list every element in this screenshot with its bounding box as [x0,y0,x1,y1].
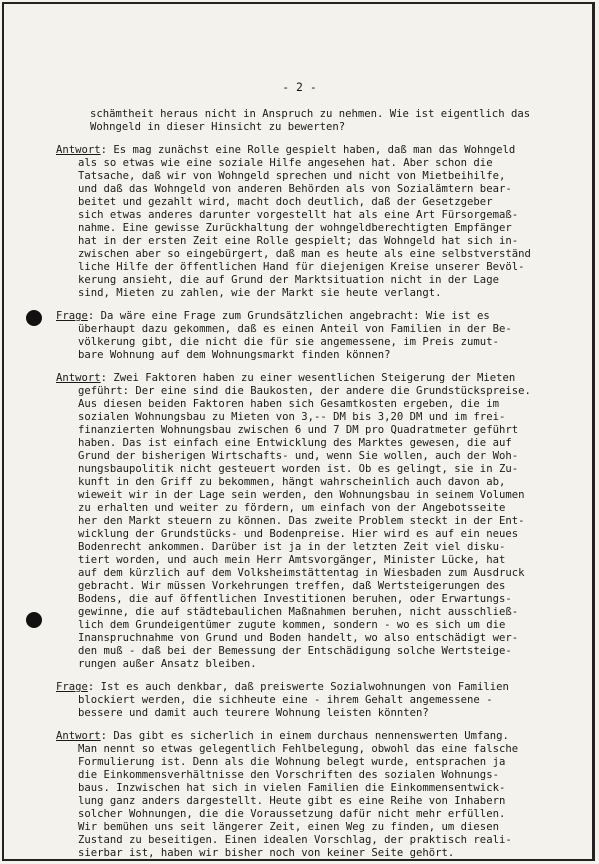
page-number: - 2 - [282,80,317,94]
line-text: völkerung gibt, die nicht die für sie angemessene, im Preis zumut- [78,336,499,348]
text-line [78,398,499,411]
line-text: Man nennt so etwas gelegentlich Fehlbelegung, obwohl das eine falsche [78,743,519,755]
text-line [78,385,531,398]
line-text: finanzierten Wohnungsbau zwischen 6 und 7 DM pro Quadratmeter geführt [78,424,519,436]
text-line [78,336,499,349]
text-line [78,834,512,847]
text-line [78,632,518,645]
line-text: den muß - daß bei der Bemessung der Entschädigung solche Wertsteige- [78,645,512,657]
line-text: solcher Wohnungen, die die Voraussetzung dafür nicht mehr erfüllen. [78,808,506,820]
text-line [78,235,518,248]
text-line [78,743,518,756]
text-line [78,248,531,261]
line-text: geführt: Der eine sind die Baukosten, der andere die Grundstückspreise. [78,385,531,397]
text-line [78,170,505,183]
line-text: hat in der ersten Zeit eine Rolle gespielt; das Wohngeld hat sich in- [78,235,519,247]
speaker-label: Antwort [56,144,101,156]
text-line [78,694,493,707]
text-line [56,310,490,323]
text-line [78,808,505,821]
text-line [78,619,505,632]
text-line [56,730,509,743]
text-line [56,144,515,157]
text-line [78,424,518,437]
punch-hole-bottom [26,612,42,628]
text-line [78,489,524,502]
text-line [90,121,345,134]
text-line [78,261,524,274]
text-line [78,707,429,720]
line-text: baus. Inzwischen hat sich in vielen Familien die Einkommensentwick- [78,782,506,794]
text-line [56,681,509,694]
line-text: gebracht. Wir müssen Vorkehrungen treffen, daß Wertsteigerungen des [78,580,506,592]
line-text: rungen außer Ansatz bleiben. [78,658,257,670]
line-text: tiert worden, und auch mein Herr Amtsvorgänger, Minister Lücke, hat [78,554,506,566]
speaker-label: Frage [56,681,88,693]
text-line [78,541,505,554]
line-text: und daß das Wohngeld von anderen Behörden als von Sozialämtern bear- [78,183,512,195]
line-text: Bodenrecht ankommen. Darüber ist ja in der letzten Zeit viel disku- [78,541,506,553]
line-text: schämtheit heraus nicht in Anspruch zu nehmen. Wie ist eigentlich das [90,108,531,120]
speaker-label: Frage [56,310,88,322]
text-line [78,606,518,619]
text-line [78,274,499,287]
line-text: her den Markt steuern zu können. Das zweite Problem steckt in der Ent- [78,515,525,527]
line-text: zu erhalten und weiter zu fördern, um einfach von der Angebotsseite [78,502,506,514]
text-line [78,450,518,463]
text-line [78,502,505,515]
text-line [78,593,512,606]
text-line [78,222,512,235]
line-text: nungsbaupolitik nicht gesteuert worden ist. Ob es gelingt, sie in Zu- [78,463,519,475]
line-text: Bodens, die auf öffentlichen Investitionen beruhen, oder Erwartungs- [78,593,512,605]
text-line [78,782,505,795]
line-text: : Ist es auch denkbar, daß preiswerte Sozialwohnungen von Familien [87,681,509,693]
text-line [78,769,499,782]
text-line [78,463,518,476]
punch-hole-top [26,310,42,326]
line-text: : Das gibt es sicherlich in einem durchaus nennenswerten Umfang. [100,730,509,742]
line-text: haben. Das ist einfach eine Entwicklung des Marktes gewesen, die auf [78,437,512,449]
line-text: sierbar ist, haben wir bisher noch von keiner Seite gehört. [78,847,455,859]
speaker-label: Antwort [56,372,101,384]
text-line [78,580,505,593]
line-text: Wir bemühen uns seit längerer Zeit, einen Weg zu finden, um diesen [78,821,499,833]
text-line [78,658,257,671]
text-line [78,323,512,336]
text-line [78,183,512,196]
text-line [78,157,493,170]
line-text: auf dem kürzlich auf dem Volksheimstättentag in Wiesbaden zum Ausdruck [78,567,525,579]
text-line [78,515,524,528]
line-text: als so etwas wie eine soziale Hilfe angesehen hat. Aber schon die [78,157,493,169]
line-text: blockiert werden, die sichheute eine - ihrem Gehalt angemessene - [78,694,493,706]
line-text: Inanspruchnahme von Grund und Boden handelt, wo also entschädigt wer- [78,632,519,644]
line-text: Wohngeld in dieser Hinsicht zu bewerten? [90,121,346,133]
text-line [78,528,518,541]
text-line [78,756,505,769]
line-text: Aus diesen beiden Faktoren haben sich Gesamtkosten ergeben, die im [78,398,499,410]
line-text: lung ganz anders dargestellt. Heute gibt es eine Reihe von Inhabern [78,795,506,807]
text-line [78,287,442,300]
line-text: : Es mag zunächst eine Rolle gespielt haben, daß man das Wohngeld [100,144,516,156]
line-text: bare Wohnung auf dem Wohnungsmarkt finden können? [78,349,391,361]
line-text: zwischen aber so eingebürgert, daß man es heute als eine selbstverständ [78,248,531,260]
line-text: Grund der bisherigen Wirtschafts- und, wenn Sie wollen, auch der Woh- [78,450,519,462]
line-text: : Zwei Faktoren haben zu einer wesentlichen Steigerung der Mieten [100,372,516,384]
text-line [78,349,391,362]
text-line [78,476,505,489]
line-text: nahme. Eine gewisse Zurückhaltung der wohngeldberechtigten Empfänger [78,222,512,234]
line-text: sich etwas anderes darunter vorgestellt hat als eine Art Fürsorgemaß- [78,209,519,221]
line-text: : Da wäre eine Frage zum Grundsätzlichen angebracht: Wie ist es [87,310,490,322]
line-text: Tatsache, daß wir von Wohngeld sprechen und nicht von Mietbeihilfe, [78,170,506,182]
line-text: gewinne, die auf städtebaulichen Maßnahmen beruhen, nicht ausschließ- [78,606,519,618]
text-line [78,209,518,222]
text-line [78,437,512,450]
line-text: lich dem Grundeigentümer zugute kommen, sondern - wo es sich um die [78,619,506,631]
text-line [78,411,505,424]
text-line [56,372,515,385]
line-text: liche Hilfe der öffentlichen Hand für diejenigen Kreise unserer Bevöl- [78,261,525,273]
line-text: wieweit wir in der Lage sein werden, den Wohnungsbau in seinem Volumen [78,489,525,501]
line-text: beitet und gezahlt wird, macht doch deutlich, daß der Gesetzgeber [78,196,493,208]
line-text: kerung ansieht, die auf Grund der Marktsituation nicht in der Lage [78,274,499,286]
line-text: kunft in den Griff zu bekommen, hängt wahrscheinlich auch davon ab, [78,476,506,488]
text-line [78,567,524,580]
line-text: Formulierung ist. Denn als die Wohnung belegt wurde, entsprachen ja [78,756,506,768]
line-text: überhaupt dazu gekommen, daß es einen Anteil von Familien in der Be- [78,323,512,335]
line-text: sind, Mieten zu zahlen, wie der Markt sie heute verlangt. [78,287,442,299]
speaker-label: Antwort [56,730,101,742]
text-line [78,196,493,209]
text-line [90,108,530,121]
line-text: die Einkommensverhältnisse den Vorschriften des sozialen Wohnungs- [78,769,499,781]
text-line [78,645,512,658]
text-line [78,847,454,860]
text-line [78,795,505,808]
line-text: wicklung der Grundstücks- und Bodenpreise. Hier wird es auf ein neues [78,528,519,540]
text-line [78,821,499,834]
text-line [78,554,505,567]
line-text: bessere und damit auch teurere Wohnung leisten könnten? [78,707,429,719]
line-text: sozialen Wohnungsbau zu Mieten von 3,-- DM bis 3,20 DM und im frei- [78,411,506,423]
line-text: Zustand zu beseitigen. Einen idealen Vorschlag, der praktisch reali- [78,834,512,846]
